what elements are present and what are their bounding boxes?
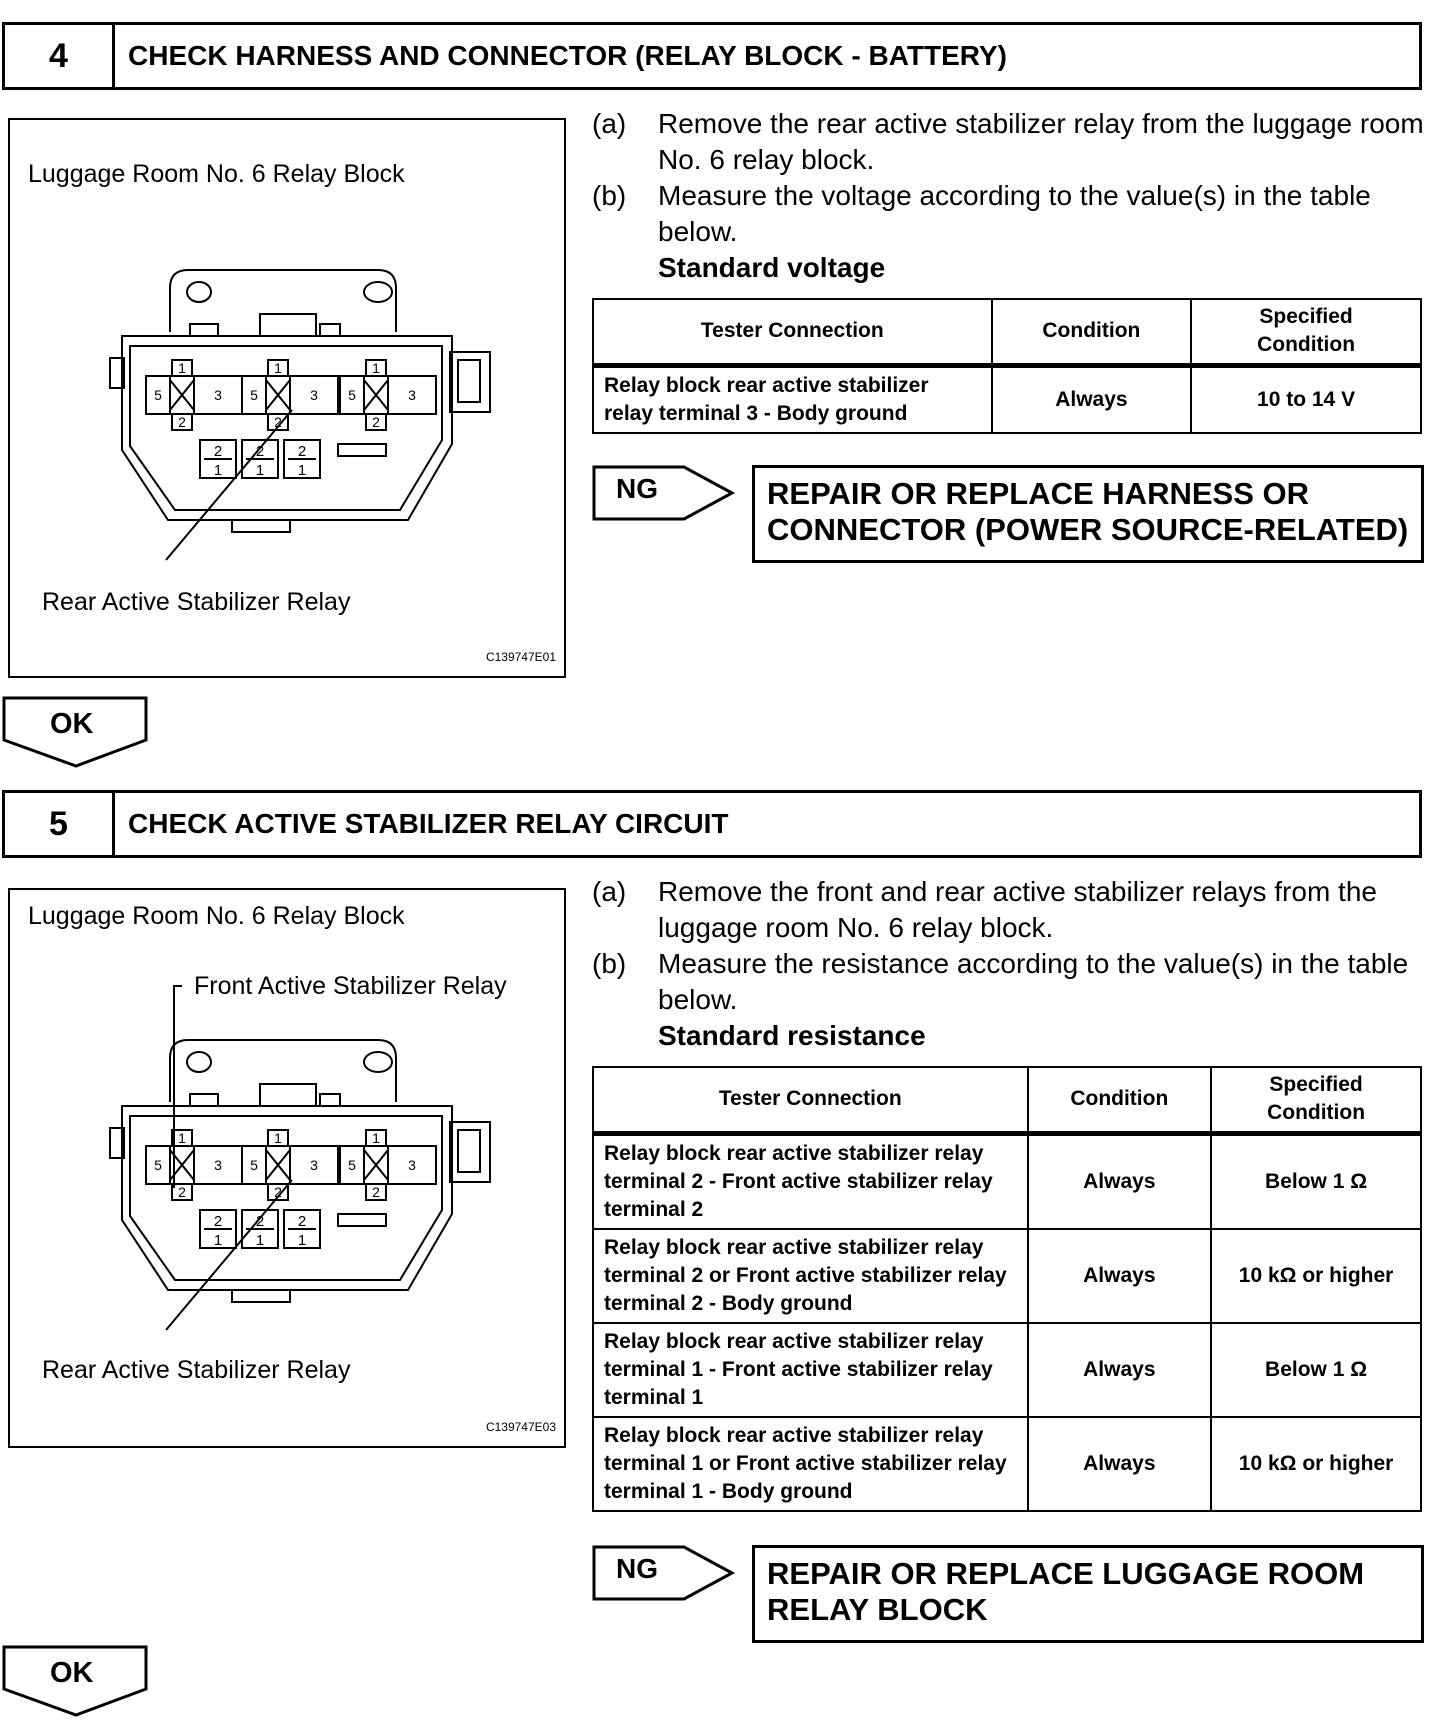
pin-label: 1 xyxy=(372,360,380,376)
pin-label: 5 xyxy=(250,1157,258,1173)
pin-label: 1 xyxy=(297,462,307,479)
rear-relay-label: Rear Active Stabilizer Relay xyxy=(42,1356,351,1384)
header-specified-condition: Specified Condition xyxy=(1191,299,1421,365)
pin-label: 1 xyxy=(297,1232,307,1249)
small-slot xyxy=(338,1214,386,1226)
ok-indicator xyxy=(2,696,152,770)
pin-label: 2 xyxy=(274,1184,282,1200)
relay-block-inner xyxy=(130,1116,442,1280)
step-5-figure xyxy=(8,888,566,1448)
pin-label: 1 xyxy=(178,1130,186,1146)
pin-label: 2 xyxy=(213,443,223,460)
pin-label: 2 xyxy=(255,1213,265,1230)
pin-label: 1 xyxy=(178,360,186,376)
pin-label: 5 xyxy=(250,387,258,403)
top-clip xyxy=(320,1094,340,1106)
pin-label: 3 xyxy=(408,1157,416,1173)
ok-label: OK xyxy=(50,1657,94,1689)
instruction-a: (a) Remove the rear active stabilizer relay from the luggage room No. 6 relay block. xyxy=(592,108,1424,175)
figure-code: C139747E01 xyxy=(485,650,556,664)
pin-label: 1 xyxy=(274,1130,282,1146)
ng-indicator xyxy=(592,465,742,521)
header-condition: Condition xyxy=(992,299,1192,365)
standard-label: Standard voltage xyxy=(658,252,886,283)
pin-label: 2 xyxy=(178,414,186,430)
relay-block-label: Luggage Room No. 6 Relay Block xyxy=(28,902,405,930)
pin-label: 3 xyxy=(408,387,416,403)
pin-label: 2 xyxy=(178,1184,186,1200)
ng-label: NG xyxy=(616,1553,658,1584)
side-connector-inner xyxy=(458,1130,480,1172)
table-row: Relay block rear active stabilizer relay terminal 2 or Front active stabilizer relay terminal 2 - Body ground Always 10 kΩ or higher xyxy=(593,1229,1421,1323)
table-row: Relay block rear active stabilizer relay terminal 1 - Front active stabilizer relay terminal 1 Always Below 1 Ω xyxy=(593,1323,1421,1417)
mounting-hole xyxy=(364,282,392,302)
top-clip xyxy=(260,1084,316,1106)
pin-label: 2 xyxy=(297,443,307,460)
pin-label: 2 xyxy=(255,443,265,460)
pin-label: 2 xyxy=(213,1213,223,1230)
step-4-spec-table xyxy=(592,298,1422,434)
bottom-clip xyxy=(232,1290,290,1302)
pin-label: 5 xyxy=(154,1157,162,1173)
ng-result-box xyxy=(752,465,1424,563)
step-title: CHECK HARNESS AND CONNECTOR (RELAY BLOCK - BATTERY) xyxy=(128,40,1007,71)
pin-label: 5 xyxy=(348,387,356,403)
rear-relay-leader-line xyxy=(166,1180,292,1330)
side-connector-inner xyxy=(458,360,480,402)
ok-indicator xyxy=(2,1645,152,1719)
header-condition: Condition xyxy=(1028,1067,1212,1133)
ng-result-text: REPAIR OR REPLACE LUGGAGE ROOM RELAY BLOCK xyxy=(767,1556,1365,1627)
step-5-header xyxy=(2,790,1422,858)
ng-arrow-shape xyxy=(592,465,742,521)
ng-arrow-shape xyxy=(592,1545,742,1601)
step-4-figure xyxy=(8,118,566,678)
step-4-header xyxy=(2,22,1422,90)
pin-label: 1 xyxy=(213,1232,223,1249)
pin-label: 2 xyxy=(274,414,282,430)
pin-label: 1 xyxy=(255,1232,265,1249)
table-row: Relay block rear active stabilizer relay terminal 3 - Body ground Always 10 to 14 V xyxy=(593,365,1421,433)
pin-label: 3 xyxy=(310,387,318,403)
relay-block-label: Luggage Room No. 6 Relay Block xyxy=(28,160,405,188)
mounting-hole xyxy=(364,1052,392,1072)
top-clip xyxy=(320,324,340,336)
mounting-hole xyxy=(187,282,211,302)
pin-label: 3 xyxy=(214,387,222,403)
instruction-b: (b) Measure the resistance according to the value(s) in the table below. xyxy=(592,948,1409,1015)
pin-label: 2 xyxy=(297,1213,307,1230)
pin-label: 2 xyxy=(372,1184,380,1200)
rear-relay-label: Rear Active Stabilizer Relay xyxy=(42,588,351,616)
ok-label: OK xyxy=(50,708,94,740)
step-4-instructions xyxy=(592,106,1438,286)
table-row: Relay block rear active stabilizer relay terminal 1 or Front active stabilizer relay terminal 1 - Body ground Always 10 kΩ or higher xyxy=(593,1417,1421,1511)
step-title: CHECK ACTIVE STABILIZER RELAY CIRCUIT xyxy=(128,808,729,839)
top-clip xyxy=(190,324,218,336)
standard-label: Standard resistance xyxy=(658,1020,926,1051)
ng-result-text: REPAIR OR REPLACE HARNESS OR CONNECTOR (POWER SOURCE-RELATED) xyxy=(767,476,1409,547)
top-clip xyxy=(190,1094,218,1106)
front-relay-label: Front Active Stabilizer Relay xyxy=(194,972,507,1000)
ng-label: NG xyxy=(616,473,658,504)
pin-label: 3 xyxy=(214,1157,222,1173)
step-5-spec-table xyxy=(592,1066,1422,1512)
step-number: 5 xyxy=(5,793,115,855)
rear-relay-leader-line xyxy=(166,410,292,560)
table-row: Relay block rear active stabilizer relay terminal 2 - Front active stabilizer relay terminal 2 Always Below 1 Ω xyxy=(593,1133,1421,1229)
ng-indicator xyxy=(592,1545,742,1601)
top-clip xyxy=(260,314,316,336)
header-tester-connection: Tester Connection xyxy=(593,299,992,365)
ng-result-box xyxy=(752,1545,1424,1643)
step-5-instructions xyxy=(592,874,1438,1054)
step-number: 4 xyxy=(5,25,115,87)
pin-label: 1 xyxy=(255,462,265,479)
instruction-b: (b) Measure the voltage according to the value(s) in the table below. xyxy=(592,180,1371,247)
pin-label: 1 xyxy=(213,462,223,479)
mounting-hole xyxy=(187,1052,211,1072)
pin-label: 3 xyxy=(310,1157,318,1173)
instruction-a: (a) Remove the front and rear active stabilizer relays from the luggage room No. 6 relay block. xyxy=(592,876,1377,943)
relay-block-inner xyxy=(130,346,442,510)
small-slot xyxy=(338,444,386,456)
pin-label: 5 xyxy=(348,1157,356,1173)
pin-label: 1 xyxy=(372,1130,380,1146)
figure-code: C139747E03 xyxy=(485,1420,556,1434)
header-tester-connection: Tester Connection xyxy=(593,1067,1028,1133)
pin-label: 2 xyxy=(372,414,380,430)
header-specified-condition: Specified Condition xyxy=(1211,1067,1421,1133)
bottom-clip xyxy=(232,520,290,532)
pin-label: 1 xyxy=(274,360,282,376)
pin-label: 5 xyxy=(154,387,162,403)
